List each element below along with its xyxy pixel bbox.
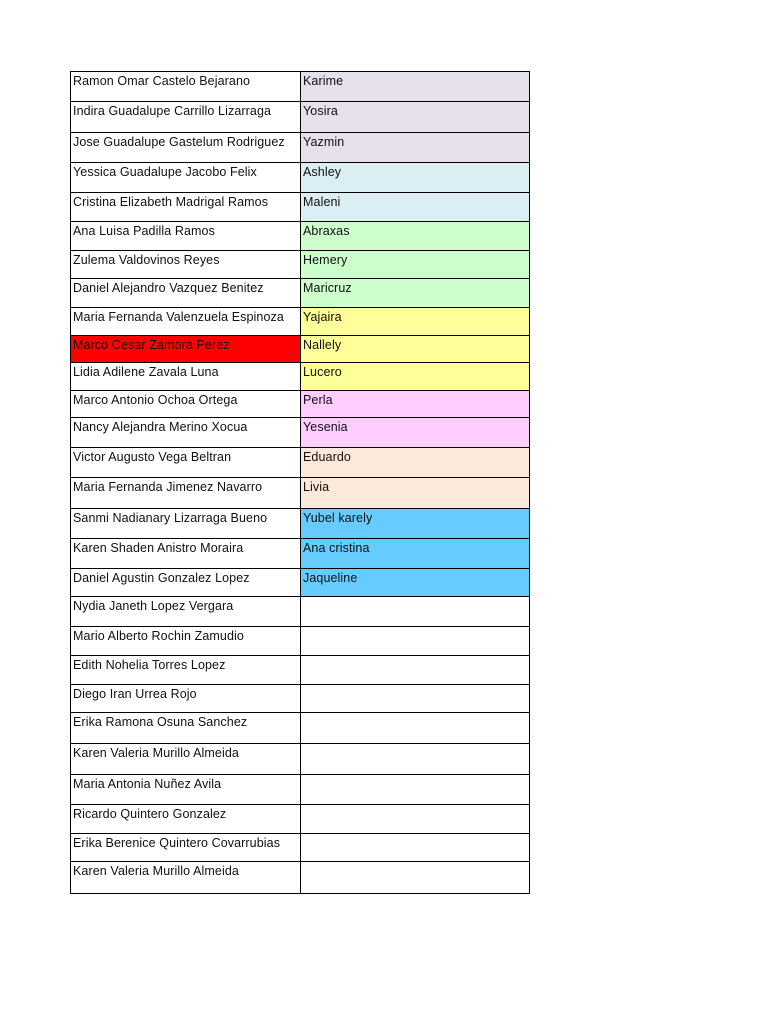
table-row (71, 627, 530, 656)
table-row (71, 448, 530, 478)
table-row (71, 775, 530, 805)
table-row (71, 308, 530, 336)
pair-cell[interactable]: Yesenia (301, 418, 530, 448)
pair-cell[interactable] (301, 805, 530, 834)
name-cell[interactable]: Daniel Agustin Gonzalez Lopez (71, 569, 301, 597)
name-cell[interactable]: Maria Fernanda Valenzuela Espinoza (71, 308, 301, 336)
name-cell[interactable]: Maria Fernanda Jimenez Navarro (71, 478, 301, 509)
table-row (71, 597, 530, 627)
pair-cell[interactable]: Abraxas (301, 222, 530, 251)
table-row (71, 163, 530, 193)
name-cell[interactable]: Ana Luisa Padilla Ramos (71, 222, 301, 251)
name-cell[interactable]: Yessica Guadalupe Jacobo Felix (71, 163, 301, 193)
name-cell[interactable]: Erika Ramona Osuna Sanchez (71, 713, 301, 744)
name-cell[interactable]: Mario Alberto Rochin Zamudio (71, 627, 301, 656)
table-row (71, 862, 530, 894)
pair-cell[interactable]: Yubel karely (301, 509, 530, 539)
pair-cell[interactable]: Yajaira (301, 308, 530, 336)
name-cell[interactable]: Karen Valeria Murillo Almeida (71, 744, 301, 775)
table-row (71, 805, 530, 834)
name-cell[interactable]: Diego Iran Urrea Rojo (71, 685, 301, 713)
table-row (71, 102, 530, 133)
name-cell[interactable]: Marco Cesar Zamora Perez (71, 336, 301, 363)
pair-cell[interactable]: Karime (301, 72, 530, 102)
table-row (71, 685, 530, 713)
name-cell[interactable]: Marco Antonio Ochoa Ortega (71, 391, 301, 418)
name-cell[interactable]: Maria Antonia Nuñez Avila (71, 775, 301, 805)
table-row (71, 834, 530, 862)
table-row (71, 539, 530, 569)
pair-cell[interactable] (301, 685, 530, 713)
name-pair-table (70, 71, 530, 894)
pair-cell[interactable]: Perla (301, 391, 530, 418)
table-row (71, 222, 530, 251)
table-row (71, 336, 530, 363)
pair-cell[interactable]: Nallely (301, 336, 530, 363)
table-row (71, 72, 530, 102)
table-row (71, 418, 530, 448)
name-cell[interactable]: Jose Guadalupe Gastelum Rodriguez (71, 133, 301, 163)
name-cell[interactable]: Daniel Alejandro Vazquez Benitez (71, 279, 301, 308)
pair-cell[interactable]: Jaqueline (301, 569, 530, 597)
table-row (71, 251, 530, 279)
pair-cell[interactable]: Lucero (301, 363, 530, 391)
pair-cell[interactable]: Livia (301, 478, 530, 509)
pair-cell[interactable]: Ana cristina (301, 539, 530, 569)
pair-cell[interactable] (301, 744, 530, 775)
name-cell[interactable]: Erika Berenice Quintero Covarrubias (71, 834, 301, 862)
name-cell[interactable]: Cristina Elizabeth Madrigal Ramos (71, 193, 301, 222)
table-row (71, 391, 530, 418)
pair-cell[interactable]: Ashley (301, 163, 530, 193)
table-row (71, 656, 530, 685)
name-cell[interactable]: Karen Shaden Anistro Moraira (71, 539, 301, 569)
table-row (71, 363, 530, 391)
pair-cell[interactable]: Yazmin (301, 133, 530, 163)
name-cell[interactable]: Ricardo Quintero Gonzalez (71, 805, 301, 834)
pair-cell[interactable]: Maleni (301, 193, 530, 222)
name-cell[interactable]: Lidia Adilene Zavala Luna (71, 363, 301, 391)
pair-cell[interactable] (301, 656, 530, 685)
name-cell[interactable]: Karen Valeria Murillo Almeida (71, 862, 301, 894)
name-cell[interactable]: Nydia Janeth Lopez Vergara (71, 597, 301, 627)
table-row (71, 509, 530, 539)
name-cell[interactable]: Ramon Omar Castelo Bejarano (71, 72, 301, 102)
pair-cell[interactable] (301, 834, 530, 862)
table-row (71, 569, 530, 597)
table-row (71, 133, 530, 163)
name-cell[interactable]: Victor Augusto Vega Beltran (71, 448, 301, 478)
pair-cell[interactable]: Hemery (301, 251, 530, 279)
table-row (71, 478, 530, 509)
table-row (71, 744, 530, 775)
table-row (71, 279, 530, 308)
name-cell[interactable]: Nancy Alejandra Merino Xocua (71, 418, 301, 448)
table-row (71, 193, 530, 222)
pair-cell[interactable] (301, 627, 530, 656)
table-row (71, 713, 530, 744)
pair-cell[interactable]: Eduardo (301, 448, 530, 478)
name-cell[interactable]: Zulema Valdovinos Reyes (71, 251, 301, 279)
pair-cell[interactable] (301, 597, 530, 627)
pair-cell[interactable] (301, 862, 530, 894)
table-body (71, 72, 530, 894)
pair-cell[interactable] (301, 775, 530, 805)
pair-cell[interactable] (301, 713, 530, 744)
pair-cell[interactable]: Yosira (301, 102, 530, 133)
name-cell[interactable]: Sanmi Nadianary Lizarraga Bueno (71, 509, 301, 539)
pair-cell[interactable]: Maricruz (301, 279, 530, 308)
name-cell[interactable]: Indira Guadalupe Carrillo Lizarraga (71, 102, 301, 133)
name-cell[interactable]: Edith Nohelia Torres Lopez (71, 656, 301, 685)
